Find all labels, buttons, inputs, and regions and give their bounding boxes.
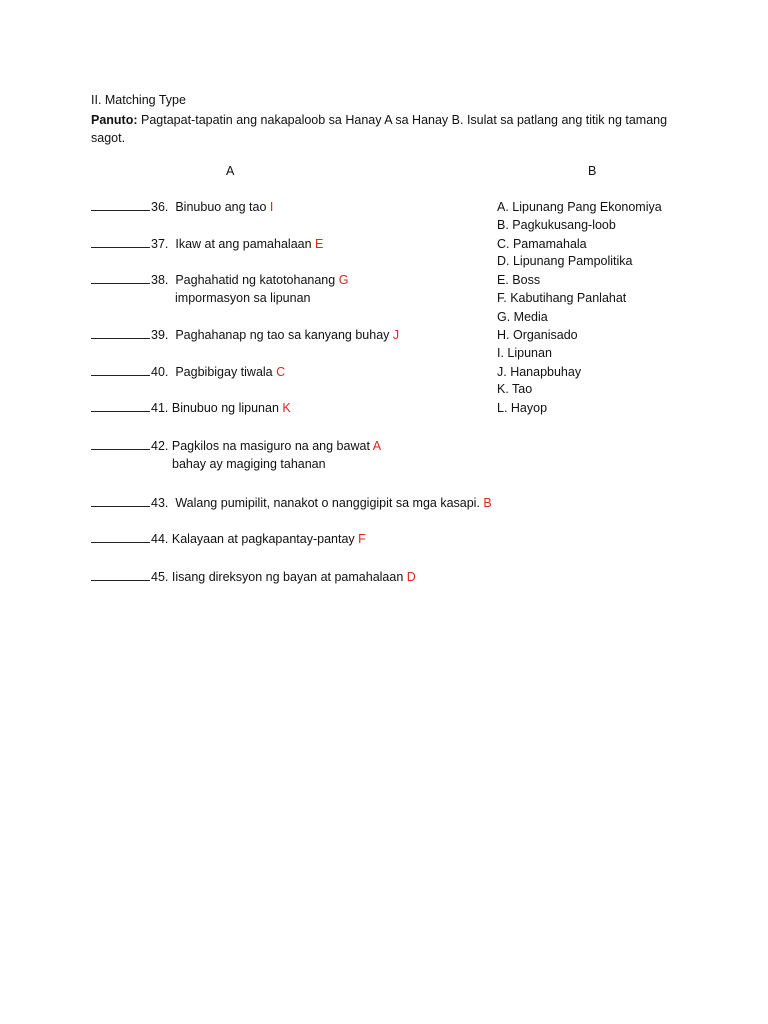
answer-blank[interactable] (91, 363, 150, 376)
choice-a: A. Lipunang Pang Ekonomiya (497, 200, 662, 214)
item-text: Ikaw at ang pamahalaan (175, 237, 312, 251)
item-number: 40. (151, 365, 169, 379)
instructions-text: Pagtapat-tapatin ang nakapaloob sa Hanay A sa Hanay B. Isulat sa patlang ang titik ng tamang sagot. (91, 113, 668, 145)
answer-blank[interactable] (91, 568, 150, 581)
section-title: II. Matching Type (91, 93, 186, 107)
answer-letter: C (276, 365, 286, 379)
item-42 (91, 437, 381, 473)
item-text-continued: impormasyon sa lipunan (175, 291, 311, 305)
instructions (91, 111, 691, 147)
item-44 (91, 530, 366, 548)
answer-letter: E (315, 237, 324, 251)
item-38 (91, 271, 348, 307)
item-text: Walang pumipilit, nanakot o nanggigipit sa mga kasapi. (175, 496, 480, 510)
answer-letter: G (338, 273, 349, 287)
answer-letter: B (483, 496, 492, 510)
item-number: 39. (151, 328, 169, 342)
item-text: Binubuo ang tao (175, 200, 267, 214)
answer-letter: D (406, 570, 416, 584)
choice-c: C. Pamamahala (497, 237, 587, 251)
item-39 (91, 326, 399, 344)
column-b-header: B (588, 164, 597, 178)
choice-f: F. Kabutihang Panlahat (497, 291, 627, 305)
choice-h: H. Organisado (497, 328, 578, 342)
item-text: Paghahanap ng tao sa kanyang buhay (175, 328, 390, 342)
item-37 (91, 235, 323, 253)
answer-letter: J (392, 328, 400, 342)
item-text: Binubuo ng lipunan (171, 401, 279, 415)
choice-j: J. Hanapbuhay (497, 365, 582, 379)
item-number: 37. (151, 237, 169, 251)
choice-d: D. Lipunang Pampolitika (497, 254, 633, 268)
item-number: 43. (151, 496, 169, 510)
item-text: Pagbibigay tiwala (175, 365, 273, 379)
answer-blank[interactable] (91, 494, 150, 507)
item-text: Pagkilos na masiguro na ang bawat (171, 439, 370, 453)
item-number: 36. (151, 200, 169, 214)
item-number: 44. (151, 532, 169, 546)
choice-g: G. Media (497, 310, 548, 324)
item-43 (91, 494, 492, 512)
answer-letter: K (282, 401, 291, 415)
item-text: Kalayaan at pagkapantay-pantay (171, 532, 355, 546)
instructions-label: Panuto: (91, 113, 138, 127)
item-36 (91, 198, 273, 216)
item-40 (91, 363, 285, 381)
answer-letter: I (269, 200, 274, 214)
answer-blank[interactable] (91, 235, 150, 248)
item-45 (91, 568, 416, 586)
answer-blank[interactable] (91, 198, 150, 211)
item-number: 41. (151, 401, 169, 415)
item-number: 38. (151, 273, 169, 287)
item-number: 45. (151, 570, 169, 584)
choice-e: E. Boss (497, 273, 541, 287)
item-text: Iisang direksyon ng bayan at pamahalaan (171, 570, 404, 584)
choice-l: L. Hayop (497, 401, 548, 415)
answer-blank[interactable] (91, 530, 150, 543)
answer-letter: A (372, 439, 382, 453)
answer-blank[interactable] (91, 399, 150, 412)
answer-blank[interactable] (91, 437, 150, 450)
item-text-continued: bahay ay magiging tahanan (172, 457, 326, 471)
column-a-header: A (226, 164, 235, 178)
item-number: 42. (151, 439, 169, 453)
answer-blank[interactable] (91, 271, 150, 284)
choice-i: I. Lipunan (497, 346, 552, 360)
choice-b: B. Pagkukusang-loob (497, 218, 616, 232)
choice-k: K. Tao (497, 382, 533, 396)
item-41 (91, 399, 291, 417)
answer-letter: F (358, 532, 366, 546)
item-text: Paghahatid ng katotohanang (175, 273, 336, 287)
answer-blank[interactable] (91, 326, 150, 339)
